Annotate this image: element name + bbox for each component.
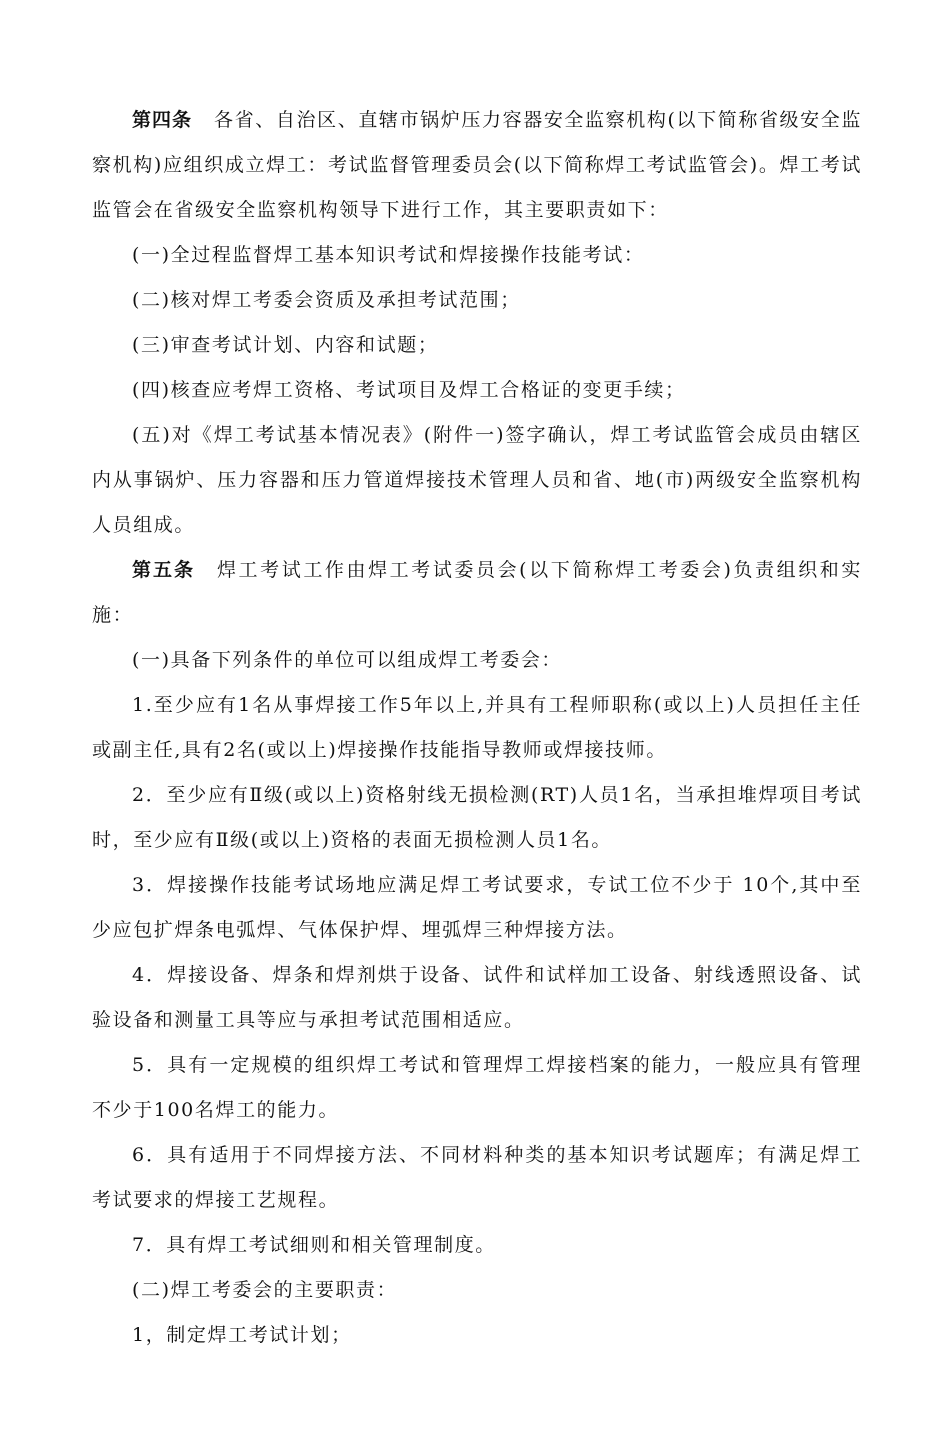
- article-4-item-1: (一)全过程监督焊工基本知识考试和焊接操作技能考试：: [132, 244, 645, 266]
- article-4-item-3: (三)审查考试计划、内容和试题；: [132, 334, 439, 356]
- article-4-text: 各省、自治区、直辖市锅炉压力容器安全监察机构(以下简称省级安全监察机构)应组织成立焊工：考试监督管理委员会(以下简称焊工考试监管会)。焊工考试监管会在省级安全监察机构领导下进行工作，其主要职责如下：: [92, 109, 862, 221]
- article-4-heading: 第四条: [132, 109, 193, 131]
- article-5-condition-2: 2．至少应有Ⅱ级(或以上)资格射线无损检测(RT)人员1名，当承担堆焊项目考试时，至少应有Ⅱ级(或以上)资格的表面无损检测人员1名。: [92, 784, 862, 851]
- article-4-item-2: (二)核对焊工考委会资质及承担考试范围；: [132, 289, 521, 311]
- article-5-condition-3: 3．焊接操作技能考试场地应满足焊工考试要求，专试工位不少于 10个,其中至少应包扩焊条电弧焊、气体保护焊、埋弧焊三种焊接方法。: [92, 874, 862, 941]
- article-5-condition-7: 7．具有焊工考试细则和相关管理制度。: [132, 1234, 496, 1256]
- article-5-condition-4: 4．焊接设备、焊条和焊剂烘于设备、试件和试样加工设备、射线透照设备、试验设备和测量工具等应与承担考试范围相适应。: [92, 964, 862, 1031]
- article-5-section-2-title: (二)焊工考委会的主要职责：: [132, 1279, 398, 1301]
- article-4-item-5: (五)对《焊工考试基本情况表》(附件一)签字确认，焊工考试监管会成员由辖区内从事锅炉、压力容器和压力管道焊接技术管理人员和省、地(市)两级安全监察机构人员组成。: [92, 424, 862, 536]
- article-5-section-1-title: (一)具备下列条件的单位可以组成焊工考委会：: [132, 649, 563, 671]
- article-5-condition-6: 6．具有适用于不同焊接方法、不同材料种类的基本知识考试题库；有满足焊工考试要求的焊接工艺规程。: [92, 1144, 862, 1211]
- article-5-paragraph: [92, 548, 862, 638]
- document-body: [92, 98, 862, 1358]
- article-4-item-4: (四)核查应考焊工资格、考试项目及焊工合格证的变更手续；: [132, 379, 686, 401]
- article-5-condition-5: 5．具有一定规模的组织焊工考试和管理焊工焊接档案的能力，一般应具有管理不少于100名焊工的能力。: [92, 1054, 862, 1121]
- article-4-paragraph: [92, 98, 862, 233]
- article-5-heading: 第五条: [132, 559, 195, 581]
- article-5-condition-1: 1.至少应有1名从事焊接工作5年以上,并具有工程师职称(或以上)人员担任主任或副主任,具有2名(或以上)焊接操作技能指导教师或焊接技师。: [92, 694, 862, 761]
- article-5-text: 焊工考试工作由焊工考试委员会(以下简称焊工考委会)负责组织和实施：: [92, 559, 862, 626]
- article-5-duty-1: 1，制定焊工考试计划；: [132, 1324, 352, 1346]
